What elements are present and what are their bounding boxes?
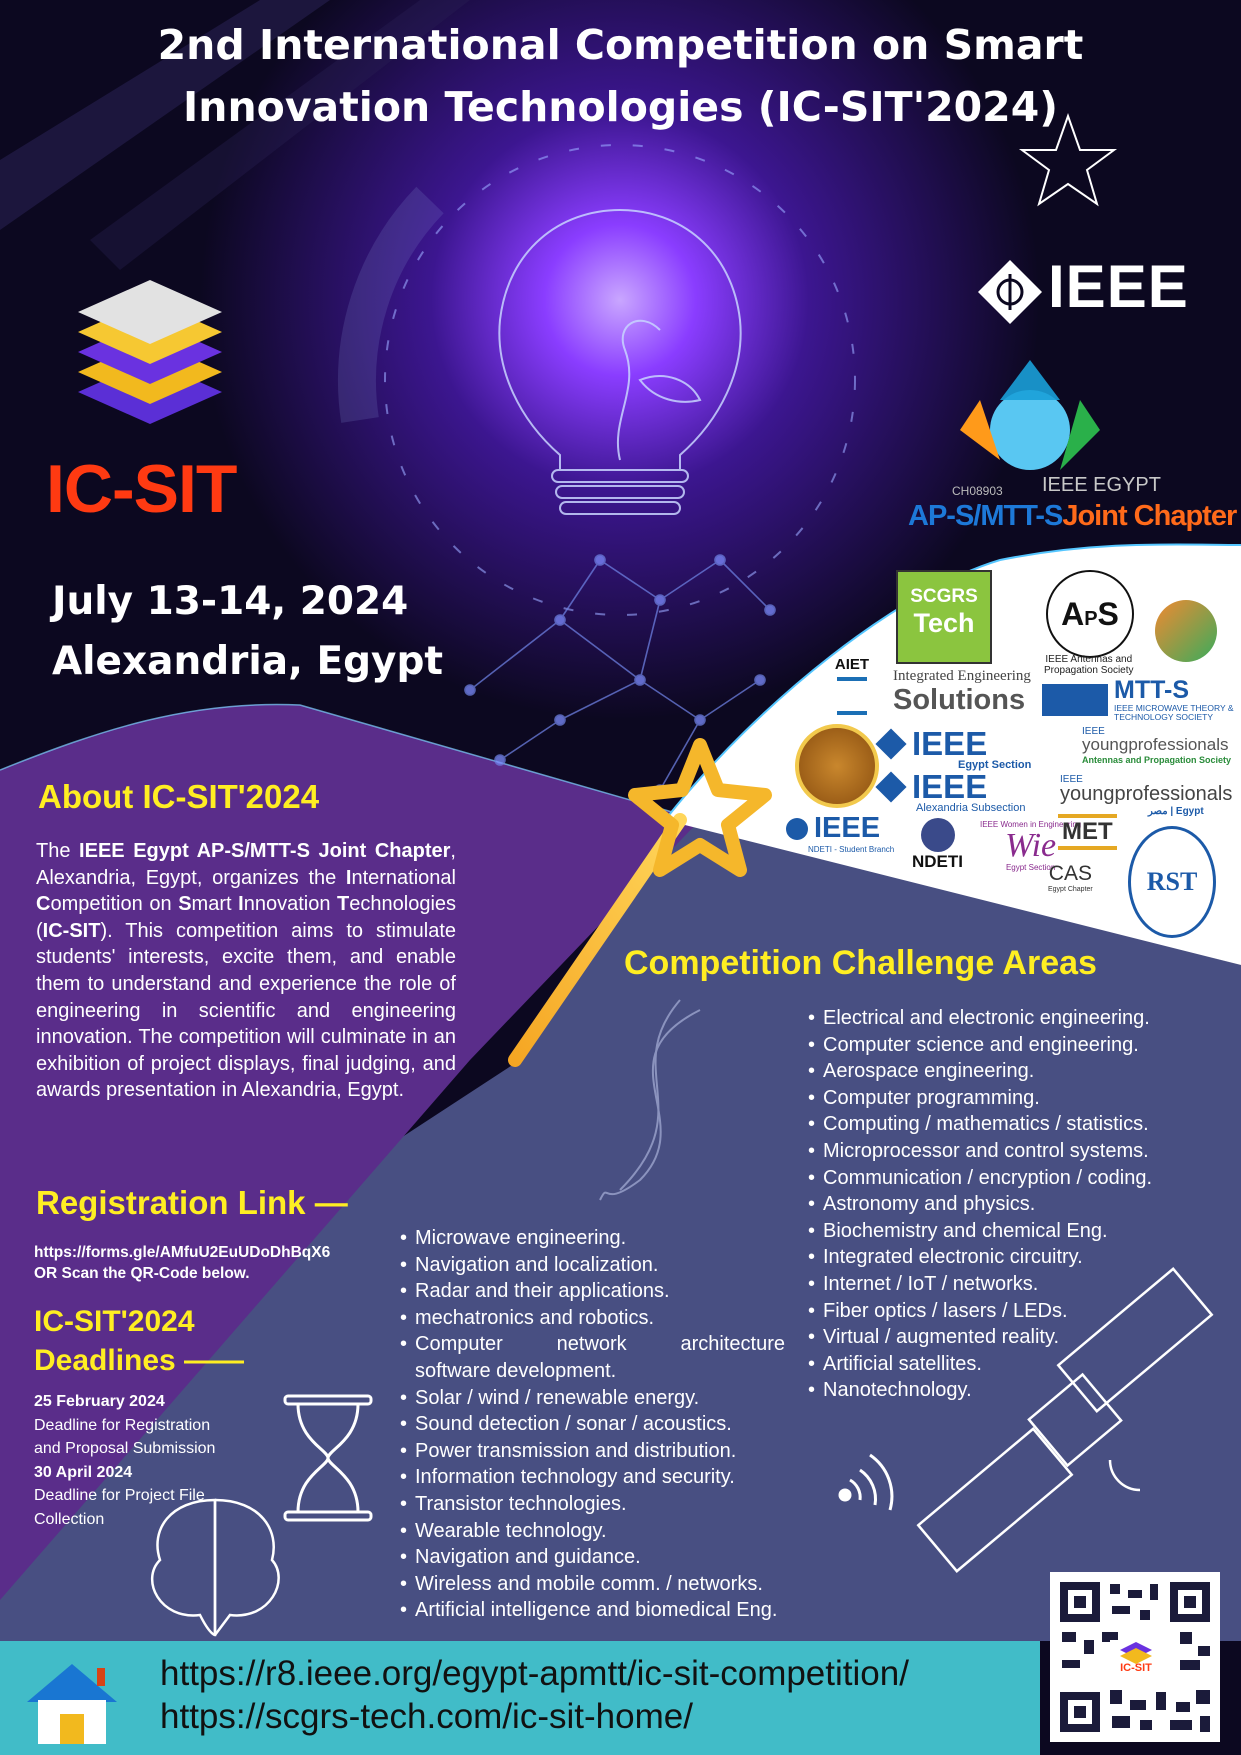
aps-color-icon xyxy=(1155,600,1217,662)
area-item: • Sound detection / sonar / acoustics. xyxy=(400,1411,785,1438)
chapter-logo xyxy=(908,500,1236,533)
about-p5: mart xyxy=(191,893,239,916)
about-b2: I xyxy=(345,866,352,889)
deadline-date: 30 April 2024 xyxy=(34,1463,133,1481)
area-item: • Internet / IoT / networks. xyxy=(808,1271,1228,1298)
area-item: • Wireless and mobile comm. / networks. xyxy=(400,1571,785,1598)
aiet-icon xyxy=(837,677,867,715)
areas-list-left xyxy=(400,1225,785,1624)
yp1-sub: Antennas and Propagation Society xyxy=(1082,755,1232,765)
qr-code-label: IC-SIT xyxy=(1120,1662,1152,1674)
area-item: • Computing / mathematics / statistics. xyxy=(808,1111,1228,1138)
event-location: Alexandria, Egypt xyxy=(52,639,444,684)
ieee-alex-logo xyxy=(880,768,1025,814)
area-item: • Astronomy and physics. xyxy=(808,1191,1228,1218)
anniversary-seal xyxy=(795,724,879,808)
ieee-egypt-sub: Egypt Section xyxy=(958,759,1032,771)
about-heading: About IC-SIT'2024 xyxy=(38,778,320,815)
ic-sit-logo: IC-SIT xyxy=(46,451,237,527)
deadlines-heading xyxy=(34,1302,244,1380)
aiet-logo xyxy=(822,640,882,712)
aps-logo-icon: APS xyxy=(1046,570,1134,658)
scgrs-bottom: Tech xyxy=(913,608,975,638)
area-item: • Power transmission and distribution. xyxy=(400,1438,785,1465)
rst-text: RST xyxy=(1146,867,1198,896)
area-item: • Nanotechnology. xyxy=(808,1377,1228,1404)
about-b6: T xyxy=(337,893,350,916)
about-p3: nternational xyxy=(351,866,456,889)
about-b3: C xyxy=(36,893,51,916)
ieee-ndeti-text: IEEE xyxy=(814,812,881,844)
area-item: • Computer programming. xyxy=(808,1085,1228,1112)
footer-link-scgrs[interactable]: https://scgrs-tech.com/ic-sit-home/ xyxy=(160,1697,693,1736)
areas-list-right xyxy=(808,1005,1228,1404)
yp2-sub: مصر | Egypt xyxy=(1148,806,1204,817)
about-b4: S xyxy=(178,893,192,916)
area-item: • Transistor technologies. xyxy=(400,1491,785,1518)
chapter-egypt: IEEE EGYPT xyxy=(1042,474,1161,496)
registration-heading: Registration Link — xyxy=(36,1184,348,1221)
ndeti-logo xyxy=(912,818,963,872)
yp1-top: IEEE xyxy=(1082,726,1105,737)
ieee-egypt-text: IEEE xyxy=(912,725,988,762)
ieee-logo: IEEE xyxy=(1048,253,1189,320)
area-item: • Wearable technology. xyxy=(400,1518,785,1545)
ieee-alex-icon xyxy=(875,771,906,802)
met-logo: MET xyxy=(1058,814,1117,850)
deadline-date: 25 February 2024 xyxy=(34,1393,165,1410)
deadlines-heading-line1: IC-SIT'2024 xyxy=(34,1305,195,1338)
footer-links xyxy=(160,1652,909,1738)
deadlines-heading-line2: Deadlines —— xyxy=(34,1344,245,1377)
deadlines-list xyxy=(34,1390,215,1531)
registration-block xyxy=(34,1242,330,1284)
area-item-continuation: software development. xyxy=(415,1359,617,1382)
deadline-desc: Deadline for Project File xyxy=(34,1487,205,1504)
wie-top: IEEE Women in Engineering xyxy=(980,820,1082,829)
area-item: • mechatronics and robotics. xyxy=(400,1305,785,1332)
about-p8: ). This competition aims to stimulate students' interests, excite them, and enable them to understand and experience the role of engineering in scientific and engineering innovation. The competition will culminate in an exhibition of project displays, final judging, and awards presentation in Alexandria, Egypt. xyxy=(36,919,456,1102)
ieee-alex-text: IEEE xyxy=(912,768,988,805)
yp1-main: youngprofessionals xyxy=(1082,735,1229,754)
about-p4: ompetition on xyxy=(50,893,179,916)
poster-title: 2nd International Competition on Smart Innovation Technologies (IC-SIT'2024) xyxy=(157,21,1084,131)
yp1-logo xyxy=(1062,726,1231,765)
ieee-ndeti-logo xyxy=(786,812,894,854)
area-item: • Electrical and electronic engineering. xyxy=(808,1005,1228,1032)
area-item: • Fiber optics / lasers / LEDs. xyxy=(808,1298,1228,1325)
scgrs-sub1: Integrated Engineering xyxy=(893,668,1031,684)
aiet-text: AIET xyxy=(834,656,870,673)
aps-caption1: IEEE Antennas and xyxy=(1045,654,1133,665)
rst-logo xyxy=(1128,826,1216,938)
registration-link[interactable]: https://forms.gle/AMfuU2EuUDoDhBqX6 xyxy=(34,1244,331,1261)
ndeti-icon xyxy=(921,818,955,852)
aps-caption xyxy=(1044,654,1134,676)
areas-heading: Competition Challenge Areas xyxy=(624,944,1097,982)
about-paragraph xyxy=(36,838,456,1104)
area-item: • Navigation and localization. xyxy=(400,1252,785,1279)
area-item: • Solar / wind / renewable energy. xyxy=(400,1385,785,1412)
mtts-title: MTT-S xyxy=(1114,676,1189,704)
area-item: • Biochemistry and chemical Eng. xyxy=(808,1218,1228,1245)
event-info xyxy=(52,572,443,692)
mtts-icon xyxy=(1042,684,1108,716)
wie-sub: Egypt Section xyxy=(1005,863,1056,872)
cas-sub: Egypt Chapter xyxy=(1048,886,1093,893)
footer-link-ieee[interactable]: https://r8.ieee.org/egypt-apmtt/ic-sit-competition/ xyxy=(160,1654,909,1693)
yp2-logo xyxy=(1030,774,1232,817)
scgrs-top: SCGRS xyxy=(910,586,978,607)
scgrs-box xyxy=(896,570,992,664)
area-item: • Artificial intelligence and biomedical Eng. xyxy=(400,1597,785,1624)
mtts-caption1: IEEE MICROWAVE THEORY & xyxy=(1114,703,1234,713)
mtts-caption2: TECHNOLOGY SOCIETY xyxy=(1114,712,1214,722)
scgrs-sub2: Solutions xyxy=(893,684,1026,716)
cas-logo xyxy=(1048,862,1093,893)
cas-text: CAS xyxy=(1048,862,1092,885)
about-p7: echnologies ( xyxy=(36,893,457,942)
deadline-desc: Deadline for Registration xyxy=(34,1416,211,1434)
area-item: • Microwave engineering. xyxy=(400,1225,785,1252)
ndeti-text: NDETI xyxy=(912,852,963,871)
ieee-egypt-logo xyxy=(880,725,1031,771)
chapter-part1: AP-S/MTT-S xyxy=(908,500,1063,532)
home-icon[interactable] xyxy=(25,1660,120,1746)
chapter-part2: Joint Chapter xyxy=(1062,500,1237,532)
about-p1: The xyxy=(36,840,80,862)
area-item: • Microprocessor and control systems. xyxy=(808,1138,1228,1165)
deadline-desc: and Proposal Submission xyxy=(34,1440,216,1457)
yp2-main: youngprofessionals xyxy=(1060,783,1233,805)
ieee-ndeti-sub: NDETI - Student Branch xyxy=(808,845,895,854)
aps-caption2: Propagation Society xyxy=(1044,665,1134,676)
about-p6: nnovation xyxy=(243,893,338,916)
ieee-ndeti-icon xyxy=(786,818,808,840)
about-b1: IEEE Egypt AP-S/MTT-S Joint Chapter xyxy=(79,840,451,862)
area-item: • Computer network architecture xyxy=(400,1331,785,1358)
wie-text: Wie xyxy=(1005,827,1057,864)
yp2-top: IEEE xyxy=(1060,774,1083,785)
area-item: • Computer science and engineering. xyxy=(808,1032,1228,1059)
area-item: • Navigation and guidance. xyxy=(400,1544,785,1571)
deadline-desc: Collection xyxy=(34,1510,105,1528)
about-b7: IC-SIT xyxy=(42,919,101,942)
mtts-logo xyxy=(1042,676,1234,722)
area-item: • Aerospace engineering. xyxy=(808,1058,1228,1085)
area-item: • Integrated electronic circuitry. xyxy=(808,1244,1228,1271)
area-item: • Virtual / augmented reality. xyxy=(808,1324,1228,1351)
event-date: July 13-14, 2024 xyxy=(52,579,409,624)
area-item: • Radar and their applications. xyxy=(400,1278,785,1305)
area-item: • Communication / encryption / coding. xyxy=(808,1165,1228,1192)
area-item: • Artificial satellites. xyxy=(808,1351,1228,1378)
chapter-code: CH08903 xyxy=(952,484,1003,498)
about-p2: , Alexandria, Egypt, organizes the xyxy=(36,840,456,889)
qr-note: OR Scan the QR-Code below. xyxy=(34,1265,250,1282)
ieee-alex-sub: Alexandria Subsection xyxy=(916,802,1026,814)
area-item: • Information technology and security. xyxy=(400,1464,785,1491)
ieee-egypt-icon xyxy=(875,728,906,759)
about-b5: I xyxy=(238,893,244,916)
